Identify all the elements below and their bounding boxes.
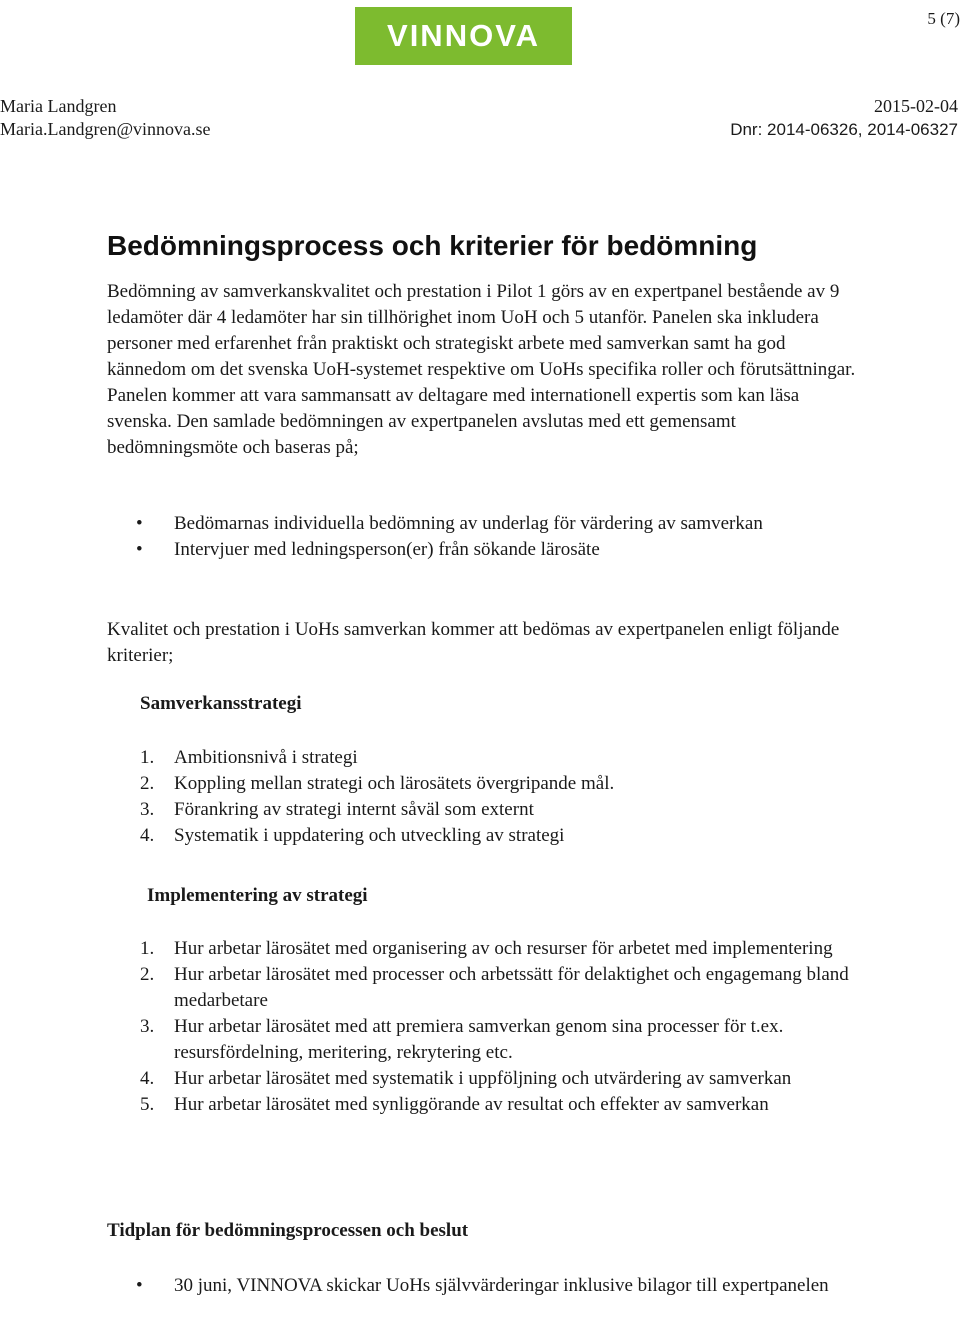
list-item-text: Intervjuer med ledningsperson(er) från sökande lärosäte	[174, 539, 600, 560]
item-number: 4.	[140, 825, 155, 846]
list-item-text: Hur arbetar lärosätet med att premiera samverkan genom sina processer för t.ex. resursfördelning, meritering, rekrytering etc.	[174, 1016, 784, 1063]
criteria-intro: Kvalitet och prestation i UoHs samverkan kommer att bedömas av expertpanelen enligt följande kriterier;	[107, 619, 840, 666]
implementation-heading: Implementering av strategi	[147, 885, 368, 906]
list-item-text: Hur arbetar lärosätet med processer och arbetssätt för delaktighet och engagemang bland medarbetare	[174, 964, 849, 1011]
item-number: 1.	[140, 938, 155, 959]
list-item	[107, 537, 867, 563]
list-item-text: Koppling mellan strategi och lärosätets övergripande mål.	[174, 773, 615, 794]
item-number: 3.	[140, 1016, 155, 1037]
bullet-icon: •	[136, 513, 143, 534]
list-item	[107, 936, 867, 962]
item-number: 1.	[140, 747, 155, 768]
list-item	[107, 511, 867, 537]
list-item-text: Systematik i uppdatering och utveckling av strategi	[174, 825, 565, 846]
list-item	[107, 962, 867, 1014]
item-number: 2.	[140, 964, 155, 985]
list-item	[107, 771, 867, 797]
list-item-text: Ambitionsnivå i strategi	[174, 747, 358, 768]
reference-block	[730, 95, 958, 141]
bullet-icon: •	[136, 539, 143, 560]
list-item	[107, 745, 867, 771]
sender-email[interactable]: Maria.Landgren@vinnova.se	[0, 119, 211, 139]
list-item	[107, 1273, 867, 1299]
list-item	[107, 823, 867, 849]
timeline-heading: Tidplan för bedömningsprocessen och beslut	[107, 1220, 469, 1241]
list-item	[107, 1092, 867, 1118]
page-number: 5 (7)	[927, 9, 960, 28]
list-item-text: 30 juni, VINNOVA skickar UoHs självvärderingar inklusive bilagor till expertpanelen	[174, 1275, 829, 1296]
page-title: Bedömningsprocess och kriterier för bedömning	[107, 230, 758, 261]
implementation-criteria-list	[107, 936, 867, 1118]
list-item-text: Hur arbetar lärosätet med systematik i uppföljning och utvärdering av samverkan	[174, 1068, 792, 1089]
item-number: 5.	[140, 1094, 155, 1115]
sender-block	[0, 95, 211, 141]
item-number: 2.	[140, 773, 155, 794]
document-date: 2015-02-04	[874, 96, 958, 116]
basis-list	[107, 511, 867, 563]
document-reference: Dnr: 2014-06326, 2014-06327	[730, 120, 958, 139]
vinnova-logo	[355, 7, 572, 65]
list-item-text: Förankring av strategi internt såväl som externt	[174, 799, 534, 820]
list-item-text: Bedömarnas individuella bedömning av underlag för värdering av samverkan	[174, 513, 763, 534]
intro-paragraph: Bedömning av samverkanskvalitet och prestation i Pilot 1 görs av en expertpanel bestående av 9 ledamöter där 4 ledamöter har sin tillhörighet inom UoH och 5 utanför. Panelen ska inkludera personer med erfarenhet från praktiskt och strategiskt arbete med samverkan samt ha god kännedom om det svenska UoH-systemet respektive om UoHs specifika roller och förutsättningar. Panelen kommer att vara sammansatt av deltagare med internationell expertis som kan läsa svenska. Den samlade bedömningen av expertpanelen avslutas med ett gemensamt bedömningsmöte och baseras på;	[107, 281, 856, 458]
list-item-text: Hur arbetar lärosätet med synliggörande av resultat och effekter av samverkan	[174, 1094, 769, 1115]
list-item	[107, 1066, 867, 1092]
strategy-criteria-list	[107, 745, 867, 849]
bullet-icon: •	[136, 1275, 143, 1296]
item-number: 4.	[140, 1068, 155, 1089]
logo-text: VINNOVA	[387, 18, 540, 53]
list-item	[107, 1014, 867, 1066]
sender-name: Maria Landgren	[0, 96, 117, 116]
list-item-text: Hur arbetar lärosätet med organisering av och resurser för arbetet med implementering	[174, 938, 833, 959]
item-number: 3.	[140, 799, 155, 820]
strategy-heading: Samverkansstrategi	[140, 693, 302, 714]
timeline-list	[107, 1273, 867, 1299]
list-item	[107, 797, 867, 823]
